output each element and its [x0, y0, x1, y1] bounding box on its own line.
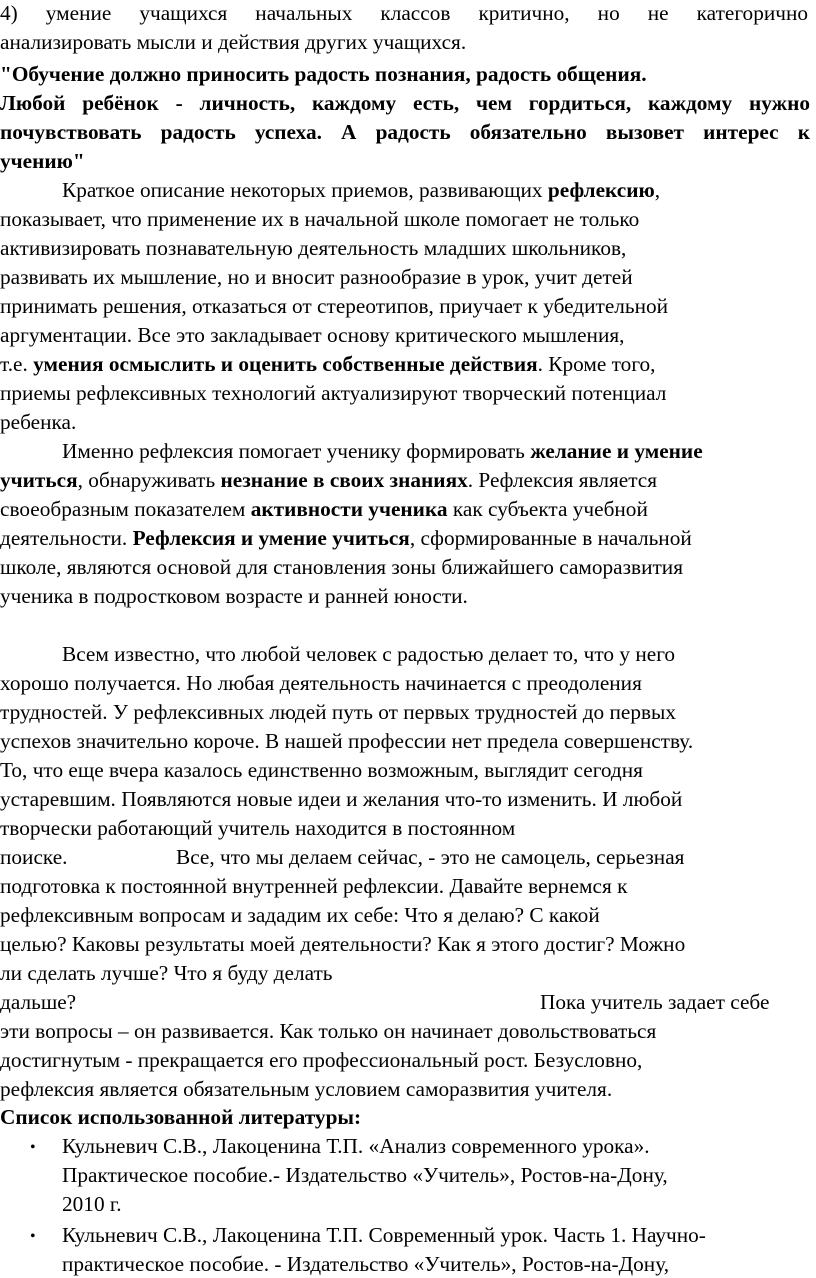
p3-line-14: эти вопросы – он развивается. Как только он начинает довольствоваться: [0, 1019, 657, 1043]
p2-line-1: Именно рефлексия помогает ученику формировать желание и умение: [62, 439, 703, 463]
reference-1-line-2: Практическое пособие.- Издательство «Учитель», Ростов-на-Дону,: [62, 1163, 668, 1187]
p3-line-8a: поиске.: [0, 845, 68, 869]
p3-line-13b: Пока учитель задает себе: [540, 990, 770, 1014]
p3-line-2: хорошо получается. Но любая деятельность начинается с преодоления: [0, 671, 642, 695]
p1-line-6: аргументации. Все это закладывает основу критического мышления,: [0, 323, 625, 347]
p1-line-1: Краткое описание некоторых приемов, развивающих рефлексию,: [62, 178, 661, 202]
p3-line-8b: Все, что мы делаем сейчас, - это не самоцель, серьезная: [176, 845, 685, 869]
p3-line-4: успехов значительно короче. В нашей профессии нет предела совершенству.: [0, 729, 694, 753]
p1-line-8: приемы рефлексивных технологий актуализируют творческий потенциал: [0, 381, 667, 405]
p3-line-9: подготовка к постоянной внутренней рефлексии. Давайте вернемся к: [0, 874, 628, 898]
p2-line-4: деятельности. Рефлексия и умение учиться, сформированные в начальной: [0, 526, 692, 550]
p2-line-5: школе, являются основой для становления зоны ближайшего саморазвития: [0, 555, 683, 579]
p3-line-13a: дальше?: [0, 990, 77, 1014]
p1-line-4: развивать их мышление, но и вносит разнообразие в урок, учит детей: [0, 265, 633, 289]
bullet-icon: •: [30, 1139, 36, 1156]
quote-line-4: учению": [0, 149, 85, 173]
p1-line-5: принимать решения, отказаться от стереотипов, приучает к убедительной: [0, 294, 669, 318]
bullet-icon: •: [30, 1228, 36, 1245]
p3-line-10: рефлексивным вопросам и зададим их себе: Что я делаю? С какой: [0, 903, 600, 927]
references-heading: Список использованной литературы:: [0, 1105, 362, 1129]
reference-2-line-1: Кульневич С.В., Лакоценина Т.П. Современный урок. Часть 1. Научно-: [62, 1223, 706, 1247]
p3-line-11: целью? Каковы результаты моей деятельности? Как я этого достиг? Можно: [0, 932, 686, 956]
p3-line-5: То, что еще вчера казалось единственно возможным, выглядит сегодня: [0, 758, 643, 782]
reference-2-line-2: практическое пособие. - Издательство «Учитель», Ростов-на-Дону,: [62, 1252, 670, 1276]
reference-1-line-3: 2010 г.: [62, 1192, 122, 1216]
p3-line-15: достигнутым - прекращается его профессиональный рост. Безусловно,: [0, 1048, 643, 1072]
p1-line-3: активизировать познавательную деятельность младших школьников,: [0, 236, 627, 260]
p3-line-12: ли сделать лучше? Что я буду делать: [0, 961, 333, 985]
reference-1-line-1: Кульневич С.В., Лакоценина Т.П. «Анализ современного урока».: [62, 1134, 650, 1158]
p1-line-7: т.е. умения осмыслить и оценить собственные действия. Кроме того,: [0, 352, 656, 376]
intro-line-1: 4) умение учащихся начальных классов критично, но не категорично: [0, 1, 808, 25]
p3-line-7: творчески работающий учитель находится в постоянном: [0, 816, 516, 840]
quote-line-2: Любой ребёнок - личность, каждому есть, чем гордиться, каждому нужно: [0, 91, 810, 115]
intro-line-2: анализировать мысли и действия других учащихся.: [0, 30, 467, 54]
p3-line-1: Всем известно, что любой человек с радостью делает то, что у него: [62, 642, 676, 666]
p2-line-6: ученика в подростковом возрасте и ранней юности.: [0, 584, 468, 608]
p1-line-2: показывает, что применение их в начальной школе помогает не только: [0, 207, 640, 231]
quote-line-3: почувствовать радость успеха. А радость обязательно вызовет интерес к: [0, 120, 810, 144]
p2-line-3: своеобразным показателем активности ученика как субъекта учебной: [0, 497, 648, 521]
p3-line-3: трудностей. У рефлексивных людей путь от первых трудностей до первых: [0, 700, 677, 724]
p2-line-2: учиться, обнаруживать незнание в своих знаниях. Рефлексия является: [0, 468, 658, 492]
p1-line-9: ребенка.: [0, 410, 77, 434]
quote-line-1: "Обучение должно приносить радость познания, радость общения.: [0, 62, 647, 86]
p3-line-16: рефлексия является обязательным условием саморазвития учителя.: [0, 1077, 613, 1101]
p3-line-6: устаревшим. Появляются новые идеи и желания что-то изменить. И любой: [0, 787, 683, 811]
